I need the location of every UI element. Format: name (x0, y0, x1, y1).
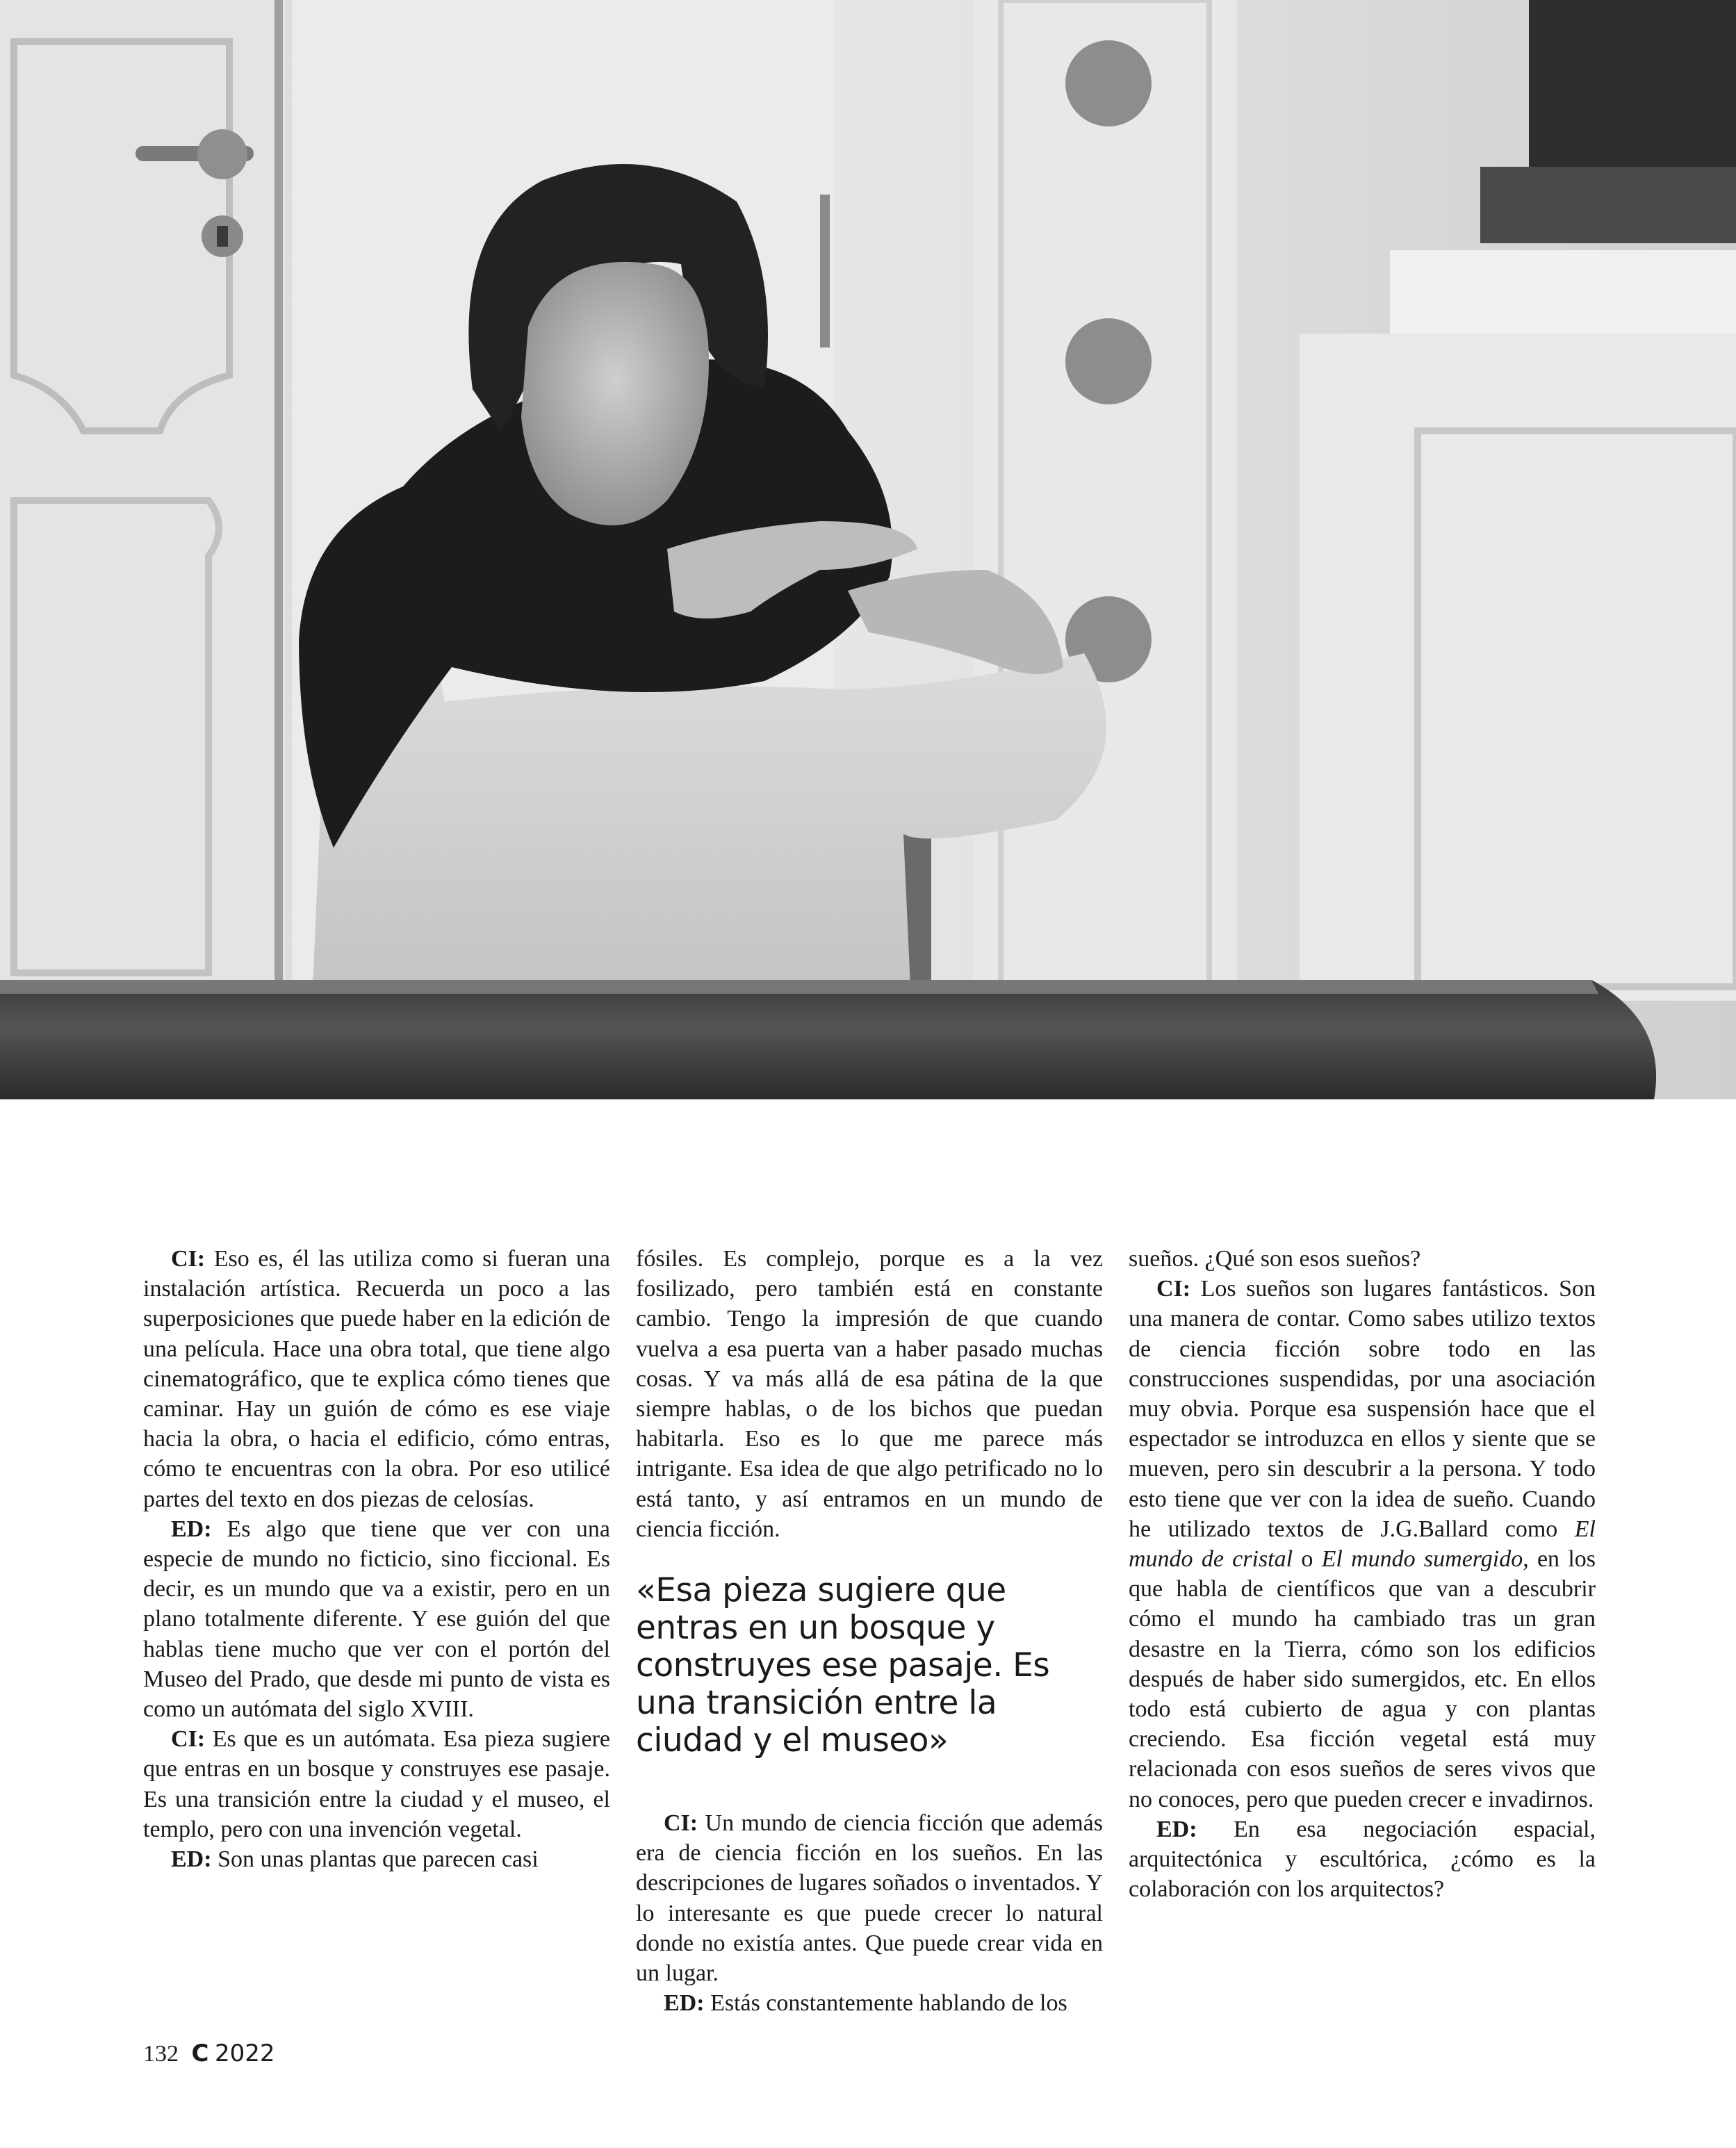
paragraph (1129, 1814, 1596, 1905)
speaker-label: ED: (664, 1990, 705, 2017)
speaker-label: CI: (171, 1246, 206, 1272)
book-title: El mundo de cristal (1129, 1516, 1596, 1573)
paragraph-text: Los sueños son lugares fantásticos. Son una manera de contar. Como sabes utilizo textos de ciencia ficción sobre todo en las construcciones suspendidas, por una asociación muy obvia. Porque esa suspensión hace que el espectador se introduzca en ellos y siente que se mueven, pero sin descubrir a la persona. Y todo esto tiene que ver con la idea de sueño. Cuando he utilizado textos de J.G.Ballard como (1129, 1276, 1596, 1542)
book-title: El mundo sumergido (1321, 1546, 1523, 1573)
paragraph (143, 1244, 610, 1514)
paragraph (143, 1724, 610, 1844)
issue-year: 2022 (214, 2040, 275, 2067)
paragraph (636, 1808, 1103, 1988)
pull-quote: «Esa pieza sugiere que entras en un bosque y construyes ese pasaje. Es una transición entre la ciudad y el museo» (636, 1571, 1050, 1760)
paragraph-text: . (468, 1696, 474, 1723)
speaker-label: CI: (171, 1726, 206, 1753)
speaker-label: ED: (1156, 1816, 1197, 1842)
paragraph (1129, 1244, 1596, 1274)
paragraph-text: fósiles. Es complejo, porque es a la vez fosilizado, pero también está en constante cambio. Tengo la impresión de que cuando vuelva a esa puerta van a haber pasado muchas cosas. Y va más allá de esa pátina de la que siempre hablas, o de los bichos que puedan habitarla. Eso es lo que me parece más intrigante. Esa idea de que algo petrificado no lo está tanto, y así entramos en un mundo de ciencia ficción. (636, 1246, 1103, 1542)
paragraph-text: Es que es un autómata. Esa pieza sugiere que entras en un bosque y construyes ese pasaje. Es una transición entre la ciudad y el museo, el templo, pero con una invención vegetal. (143, 1726, 610, 1842)
paragraph (143, 1844, 610, 1874)
text-column-1 (143, 1244, 610, 1874)
paragraph-text: En esa negociación espacial, arquitectónica y escultórica, ¿cómo es la colaboración con los arquitectos? (1129, 1816, 1596, 1903)
speaker-label: CI: (664, 1810, 698, 1837)
century-numeral: XVIII (410, 1696, 468, 1723)
speaker-label: CI: (1156, 1276, 1191, 1302)
paragraph-text: sueños. ¿Qué son esos sueños? (1129, 1246, 1421, 1272)
magazine-logo: C (191, 2040, 209, 2067)
paragraph (143, 1514, 610, 1724)
paragraph-text: Es algo que tiene que ver con una especie de mundo no ficticio, sino ficcional. Es decir, es un mundo que va a existir, pero en un plano totalmente diferente. Y ese guión del que hablas tiene mucho que ver con el portón del Museo del Prado, que desde mi punto de vista es como un autómata del siglo (143, 1516, 610, 1723)
paragraph-text: Un mundo de ciencia ficción que además era de ciencia ficción en los sueños. En las descripciones de lugares soñados o inventados. Y lo interesante es que puede crecer lo natural donde no existía antes. Que puede crear vida en un lugar. (636, 1810, 1103, 1987)
speaker-label: ED: (171, 1516, 212, 1542)
paragraph (636, 1988, 1103, 2018)
paragraph-text: Son unas plantas que parecen casi (211, 1846, 539, 1873)
text-column-2 (636, 1244, 1103, 2018)
paragraph (1129, 1274, 1596, 1814)
paragraph-text: , en los que habla de científicos que van a descubrir cómo el mundo ha cambiado tras un gran desastre en la Tierra, cómo son los edificios después de haber sido sumergidos, etc. En ellos todo está cubierto de agua y con plantas creciendo. Esa ficción vegetal está muy relacionada con esos sueños de seres vivos que no conoces, pero que pueden crecer e invadirnos. (1129, 1546, 1596, 1812)
paragraph-text: Eso es, él las utiliza como si fueran una instalación artística. Recuerda un poco a las superposiciones que puede haber en la edición de una película. Hace una obra total, que tiene algo cinematográfico, que te explica cómo tienes que caminar. Hay un guión de cómo es ese viaje hacia la obra, o hacia el edificio, cómo entras, cómo te encuentras con la obra. Por eso utilicé partes del texto en dos piezas de celosías. (143, 1246, 610, 1512)
paragraph (636, 1244, 1103, 1544)
page-number: 132 (143, 2041, 179, 2067)
paragraph-text: Estás constantemente hablando de los (704, 1990, 1067, 2017)
speaker-label: ED: (171, 1846, 212, 1873)
paragraph-text: o (1293, 1546, 1322, 1573)
text-column-3 (1129, 1244, 1596, 1904)
page-footer (143, 2040, 275, 2067)
